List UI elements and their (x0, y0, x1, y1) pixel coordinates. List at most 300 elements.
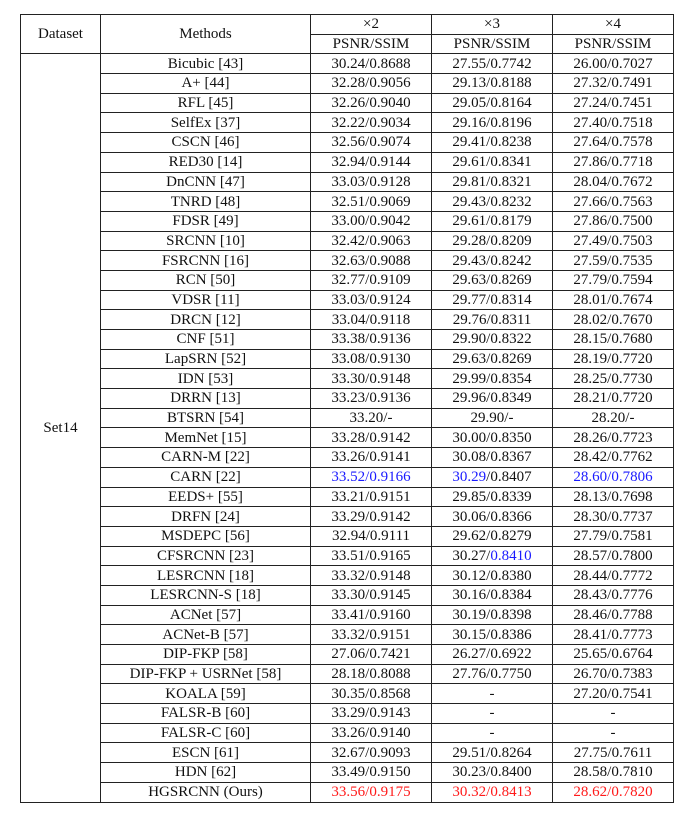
score-value: 28.62/0.7820 (573, 784, 653, 801)
score-cell (553, 743, 674, 763)
score-value: 26.00/0.7027 (573, 55, 653, 72)
score-value: 32.26/0.9040 (331, 95, 411, 112)
score-cell (553, 585, 674, 605)
score-value: 28.60/0.7806 (573, 469, 653, 486)
score-cell (311, 507, 432, 527)
score-cell (553, 74, 674, 94)
method-cell: IDN [53] (101, 369, 311, 389)
method-cell: BTSRN [54] (101, 408, 311, 428)
table-row (21, 152, 674, 172)
score-value: 28.43/0.7776 (573, 587, 653, 604)
score-value: 27.86/0.7500 (573, 213, 653, 230)
score-value: 26.27/0.6922 (452, 646, 532, 663)
score-cell (432, 664, 553, 684)
score-cell (553, 290, 674, 310)
method-cell: MSDEPC [56] (101, 526, 311, 546)
score-cell (553, 704, 674, 724)
score-cell (311, 625, 432, 645)
score-cell (553, 93, 674, 113)
score-cell (432, 133, 553, 153)
method-cell: ACNet [57] (101, 605, 311, 625)
score-cell (311, 566, 432, 586)
table-row (21, 723, 674, 743)
score-cell (553, 408, 674, 428)
table-row (21, 507, 674, 527)
score-cell (311, 310, 432, 330)
score-cell (311, 389, 432, 409)
score-cell (553, 428, 674, 448)
score-value: 27.40/0.7518 (573, 114, 653, 131)
score-value: 27.76/0.7750 (452, 666, 532, 683)
score-cell (432, 310, 553, 330)
score-cell (311, 723, 432, 743)
score-cell (432, 684, 553, 704)
score-cell (432, 448, 553, 468)
score-cell (311, 54, 432, 74)
dataset-cell: Set14 (21, 54, 101, 802)
score-value: 32.51/0.9069 (331, 193, 411, 210)
score-value: 28.26/0.7723 (573, 429, 653, 446)
score-cell (553, 723, 674, 743)
score-value: 29.77/0.8314 (452, 291, 532, 308)
score-value: - (489, 725, 495, 742)
score-value: 33.41/0.9160 (331, 606, 411, 623)
score-value: /0.8407 (486, 469, 532, 486)
score-cell (311, 428, 432, 448)
score-value: 30.12/0.8380 (452, 567, 532, 584)
table-row (21, 428, 674, 448)
method-cell: TNRD [48] (101, 192, 311, 212)
score-value: 30.16/0.8384 (452, 587, 532, 604)
score-cell (311, 251, 432, 271)
score-value: 33.32/0.9151 (331, 626, 411, 643)
score-value: 29.96/0.8349 (452, 390, 532, 407)
score-value: 28.44/0.7772 (573, 567, 653, 584)
score-value: 29.99/0.8354 (452, 370, 532, 387)
table-row (21, 526, 674, 546)
score-cell (311, 93, 432, 113)
score-cell (311, 211, 432, 231)
method-cell: DIP-FKP [58] (101, 645, 311, 665)
table-row (21, 113, 674, 133)
score-cell (432, 546, 553, 566)
score-value: 30.00/0.8350 (452, 429, 532, 446)
method-cell: RED30 [14] (101, 152, 311, 172)
score-value: 29.85/0.8339 (452, 488, 532, 505)
table-row (21, 330, 674, 350)
results-body (21, 54, 674, 802)
score-value: - (489, 685, 495, 702)
table-row (21, 625, 674, 645)
score-cell (553, 152, 674, 172)
score-value: 27.75/0.7611 (573, 744, 653, 761)
score-cell (311, 369, 432, 389)
table-row (21, 93, 674, 113)
score-cell (553, 645, 674, 665)
score-cell (311, 172, 432, 192)
score-value: 29.43/0.8242 (452, 252, 532, 269)
score-cell (311, 192, 432, 212)
score-value: 27.59/0.7535 (573, 252, 653, 269)
table-row (21, 369, 674, 389)
method-cell: DRRN [13] (101, 389, 311, 409)
score-value: 27.64/0.7578 (573, 134, 653, 151)
score-cell (432, 152, 553, 172)
method-cell: ACNet-B [57] (101, 625, 311, 645)
score-value: 27.55/0.7742 (452, 55, 532, 72)
score-value: 32.22/0.9034 (331, 114, 411, 131)
score-value: 33.52/0.9166 (331, 469, 411, 486)
score-value: 32.94/0.9111 (331, 528, 411, 545)
score-value: 30.35/0.8568 (331, 685, 411, 702)
score-value: 28.13/0.7698 (573, 488, 653, 505)
score-cell (432, 270, 553, 290)
method-cell: SelfEx [37] (101, 113, 311, 133)
score-value: 33.00/0.9042 (331, 213, 411, 230)
results-table (20, 14, 674, 803)
header-metric-x3: PSNR/SSIM (432, 34, 553, 54)
table-row (21, 704, 674, 724)
score-value: 32.94/0.9144 (331, 154, 411, 171)
score-cell (553, 330, 674, 350)
header-row-scales (21, 15, 674, 35)
method-cell: CFSRCNN [23] (101, 546, 311, 566)
score-value: 33.32/0.9148 (331, 567, 411, 584)
score-value: 33.03/0.9124 (331, 291, 411, 308)
table-row (21, 684, 674, 704)
score-value: 32.56/0.9074 (331, 134, 411, 151)
score-cell (553, 467, 674, 487)
header-metric-x4: PSNR/SSIM (553, 34, 674, 54)
score-cell (311, 152, 432, 172)
results-table-container (20, 14, 674, 803)
score-value: 28.02/0.7670 (573, 311, 653, 328)
table-row (21, 349, 674, 369)
score-value: 30.15/0.8386 (452, 626, 532, 643)
method-cell: FSRCNN [16] (101, 251, 311, 271)
score-cell (553, 113, 674, 133)
score-cell (553, 389, 674, 409)
method-cell: KOALA [59] (101, 684, 311, 704)
score-cell (432, 782, 553, 802)
score-cell (553, 211, 674, 231)
score-cell (553, 763, 674, 783)
score-value: 33.56/0.9175 (331, 784, 411, 801)
table-row (21, 290, 674, 310)
score-value: 28.18/0.8088 (331, 666, 411, 683)
score-cell (311, 704, 432, 724)
table-row (21, 782, 674, 802)
score-cell (311, 664, 432, 684)
method-cell: HDN [62] (101, 763, 311, 783)
score-value: 33.29/0.9142 (331, 508, 411, 525)
score-cell (553, 566, 674, 586)
table-row (21, 389, 674, 409)
score-value: 29.43/0.8232 (452, 193, 532, 210)
score-value: 33.38/0.9136 (331, 331, 411, 348)
method-cell: LESRCNN-S [18] (101, 585, 311, 605)
table-row (21, 172, 674, 192)
table-row (21, 251, 674, 271)
score-cell (553, 349, 674, 369)
score-value: - (610, 705, 616, 722)
method-cell: FALSR-B [60] (101, 704, 311, 724)
score-value: 33.49/0.9150 (331, 764, 411, 781)
table-row (21, 743, 674, 763)
score-value: 30.06/0.8366 (452, 508, 532, 525)
score-cell (311, 113, 432, 133)
method-cell: LapSRN [52] (101, 349, 311, 369)
score-cell (432, 54, 553, 74)
score-cell (311, 546, 432, 566)
score-value: 33.51/0.9165 (331, 547, 411, 564)
score-value: 28.21/0.7720 (573, 390, 653, 407)
score-value: 29.63/0.8269 (452, 351, 532, 368)
score-value: 27.20/0.7541 (573, 685, 653, 702)
score-cell (553, 684, 674, 704)
score-value: 28.25/0.7730 (573, 370, 653, 387)
table-row (21, 54, 674, 74)
table-row (21, 566, 674, 586)
score-value: 29.76/0.8311 (452, 311, 532, 328)
score-cell (432, 743, 553, 763)
score-cell (553, 231, 674, 251)
score-cell (553, 546, 674, 566)
table-row (21, 467, 674, 487)
score-value: 27.32/0.7491 (573, 75, 653, 92)
score-value: 33.26/0.9141 (331, 449, 411, 466)
score-cell (311, 74, 432, 94)
score-value: 30.27/ (452, 547, 491, 564)
header-scale-x4: ×4 (553, 15, 674, 35)
header-scale-x2: ×2 (311, 15, 432, 35)
score-cell (311, 448, 432, 468)
score-cell (432, 389, 553, 409)
score-value: 28.41/0.7773 (573, 626, 653, 643)
table-row (21, 192, 674, 212)
method-cell: FDSR [49] (101, 211, 311, 231)
score-cell (432, 192, 553, 212)
score-value: 29.62/0.8279 (452, 528, 532, 545)
score-value: 29.81/0.8321 (452, 173, 532, 190)
score-cell (432, 251, 553, 271)
score-cell (311, 743, 432, 763)
score-value: 32.42/0.9063 (331, 232, 411, 249)
score-cell (553, 251, 674, 271)
score-cell (432, 704, 553, 724)
score-cell (553, 369, 674, 389)
score-cell (553, 54, 674, 74)
table-row (21, 448, 674, 468)
score-value: 32.77/0.9109 (331, 272, 411, 289)
score-value: - (489, 705, 495, 722)
score-value: 29.41/0.8238 (452, 134, 532, 151)
method-cell: DIP-FKP + USRNet [58] (101, 664, 311, 684)
score-value: 30.29 (452, 469, 487, 486)
score-cell (553, 310, 674, 330)
score-cell (432, 585, 553, 605)
score-cell (432, 605, 553, 625)
score-cell (311, 290, 432, 310)
score-cell (432, 467, 553, 487)
score-cell (553, 526, 674, 546)
method-cell: VDSR [11] (101, 290, 311, 310)
score-value: 28.42/0.7762 (573, 449, 653, 466)
score-value: 29.61/0.8341 (452, 154, 532, 171)
score-cell (553, 487, 674, 507)
score-cell (311, 782, 432, 802)
score-value: 29.63/0.8269 (452, 272, 532, 289)
score-cell (311, 133, 432, 153)
score-cell (553, 133, 674, 153)
score-value: 29.28/0.8209 (452, 232, 532, 249)
method-cell: CSCN [46] (101, 133, 311, 153)
table-row (21, 645, 674, 665)
table-row (21, 487, 674, 507)
score-value: 32.67/0.9093 (331, 744, 411, 761)
score-cell (432, 349, 553, 369)
score-cell (432, 330, 553, 350)
score-cell (432, 428, 553, 448)
score-cell (432, 369, 553, 389)
table-row (21, 763, 674, 783)
score-value: 27.79/0.7581 (573, 528, 653, 545)
score-cell (432, 723, 553, 743)
score-value: 27.79/0.7594 (573, 272, 653, 289)
method-cell: CARN-M [22] (101, 448, 311, 468)
score-cell (432, 526, 553, 546)
table-row (21, 133, 674, 153)
score-value: 25.65/0.6764 (573, 646, 653, 663)
score-value: 29.61/0.8179 (452, 213, 532, 230)
score-cell (311, 231, 432, 251)
score-cell (311, 408, 432, 428)
score-value: 33.08/0.9130 (331, 351, 411, 368)
score-value: 33.30/0.9148 (331, 370, 411, 387)
score-value: 28.57/0.7800 (573, 547, 653, 564)
score-cell (432, 172, 553, 192)
score-value: 33.30/0.9145 (331, 587, 411, 604)
score-value: 28.46/0.7788 (573, 606, 653, 623)
score-value: 26.70/0.7383 (573, 666, 653, 683)
score-value: 29.90/- (470, 410, 514, 427)
method-cell: RCN [50] (101, 270, 311, 290)
score-value: 32.63/0.9088 (331, 252, 411, 269)
score-value: 0.8410 (490, 547, 532, 564)
score-cell (432, 211, 553, 231)
score-cell (553, 172, 674, 192)
score-cell (432, 231, 553, 251)
score-cell (432, 408, 553, 428)
score-value: - (610, 725, 616, 742)
score-cell (553, 782, 674, 802)
table-row (21, 74, 674, 94)
method-cell: EEDS+ [55] (101, 487, 311, 507)
score-cell (311, 467, 432, 487)
score-value: 28.20/- (591, 410, 635, 427)
score-value: 30.08/0.8367 (452, 449, 532, 466)
score-value: 29.51/0.8264 (452, 744, 532, 761)
score-cell (311, 763, 432, 783)
score-value: 28.01/0.7674 (573, 291, 653, 308)
score-value: 30.19/0.8398 (452, 606, 532, 623)
score-value: 28.58/0.7810 (573, 764, 653, 781)
score-value: 28.19/0.7720 (573, 351, 653, 368)
method-cell: Bicubic [43] (101, 54, 311, 74)
table-row (21, 546, 674, 566)
score-cell (311, 526, 432, 546)
score-value: 33.04/0.9118 (331, 311, 411, 328)
method-cell: LESRCNN [18] (101, 566, 311, 586)
score-cell (432, 763, 553, 783)
method-cell: DRFN [24] (101, 507, 311, 527)
table-row (21, 605, 674, 625)
method-cell: SRCNN [10] (101, 231, 311, 251)
score-cell (553, 448, 674, 468)
method-cell: A+ [44] (101, 74, 311, 94)
method-cell: HGSRCNN (Ours) (101, 782, 311, 802)
table-row (21, 211, 674, 231)
method-cell: MemNet [15] (101, 428, 311, 448)
score-cell (553, 605, 674, 625)
method-cell: ESCN [61] (101, 743, 311, 763)
score-cell (432, 93, 553, 113)
score-value: 28.15/0.7680 (573, 331, 653, 348)
score-cell (311, 330, 432, 350)
score-cell (553, 664, 674, 684)
score-cell (311, 645, 432, 665)
score-cell (311, 349, 432, 369)
method-cell: CARN [22] (101, 467, 311, 487)
method-cell: DRCN [12] (101, 310, 311, 330)
score-value: 27.49/0.7503 (573, 232, 653, 249)
method-cell: CNF [51] (101, 330, 311, 350)
score-cell (432, 74, 553, 94)
score-value: 33.03/0.9128 (331, 173, 411, 190)
score-cell (311, 487, 432, 507)
score-value: 27.86/0.7718 (573, 154, 653, 171)
score-cell (553, 192, 674, 212)
score-value: 30.32/0.8413 (452, 784, 532, 801)
table-row (21, 231, 674, 251)
score-value: 33.23/0.9136 (331, 390, 411, 407)
score-cell (311, 270, 432, 290)
score-value: 33.26/0.9140 (331, 725, 411, 742)
table-row (21, 585, 674, 605)
header-scale-x3: ×3 (432, 15, 553, 35)
header-methods: Methods (101, 15, 311, 54)
score-cell (553, 270, 674, 290)
score-value: 29.05/0.8164 (452, 95, 532, 112)
score-value: 33.29/0.9143 (331, 705, 411, 722)
score-cell (432, 113, 553, 133)
method-cell: DnCNN [47] (101, 172, 311, 192)
score-cell (311, 684, 432, 704)
score-value: 30.23/0.8400 (452, 764, 532, 781)
score-value: 27.66/0.7563 (573, 193, 653, 210)
score-value: 29.90/0.8322 (452, 331, 532, 348)
score-cell (311, 605, 432, 625)
score-value: 29.13/0.8188 (452, 75, 532, 92)
table-row (21, 664, 674, 684)
score-cell (432, 625, 553, 645)
score-cell (311, 585, 432, 605)
table-row (21, 310, 674, 330)
score-value: 33.20/- (349, 410, 393, 427)
table-row (21, 270, 674, 290)
score-value: 28.04/0.7672 (573, 173, 653, 190)
score-value: 28.30/0.7737 (573, 508, 653, 525)
